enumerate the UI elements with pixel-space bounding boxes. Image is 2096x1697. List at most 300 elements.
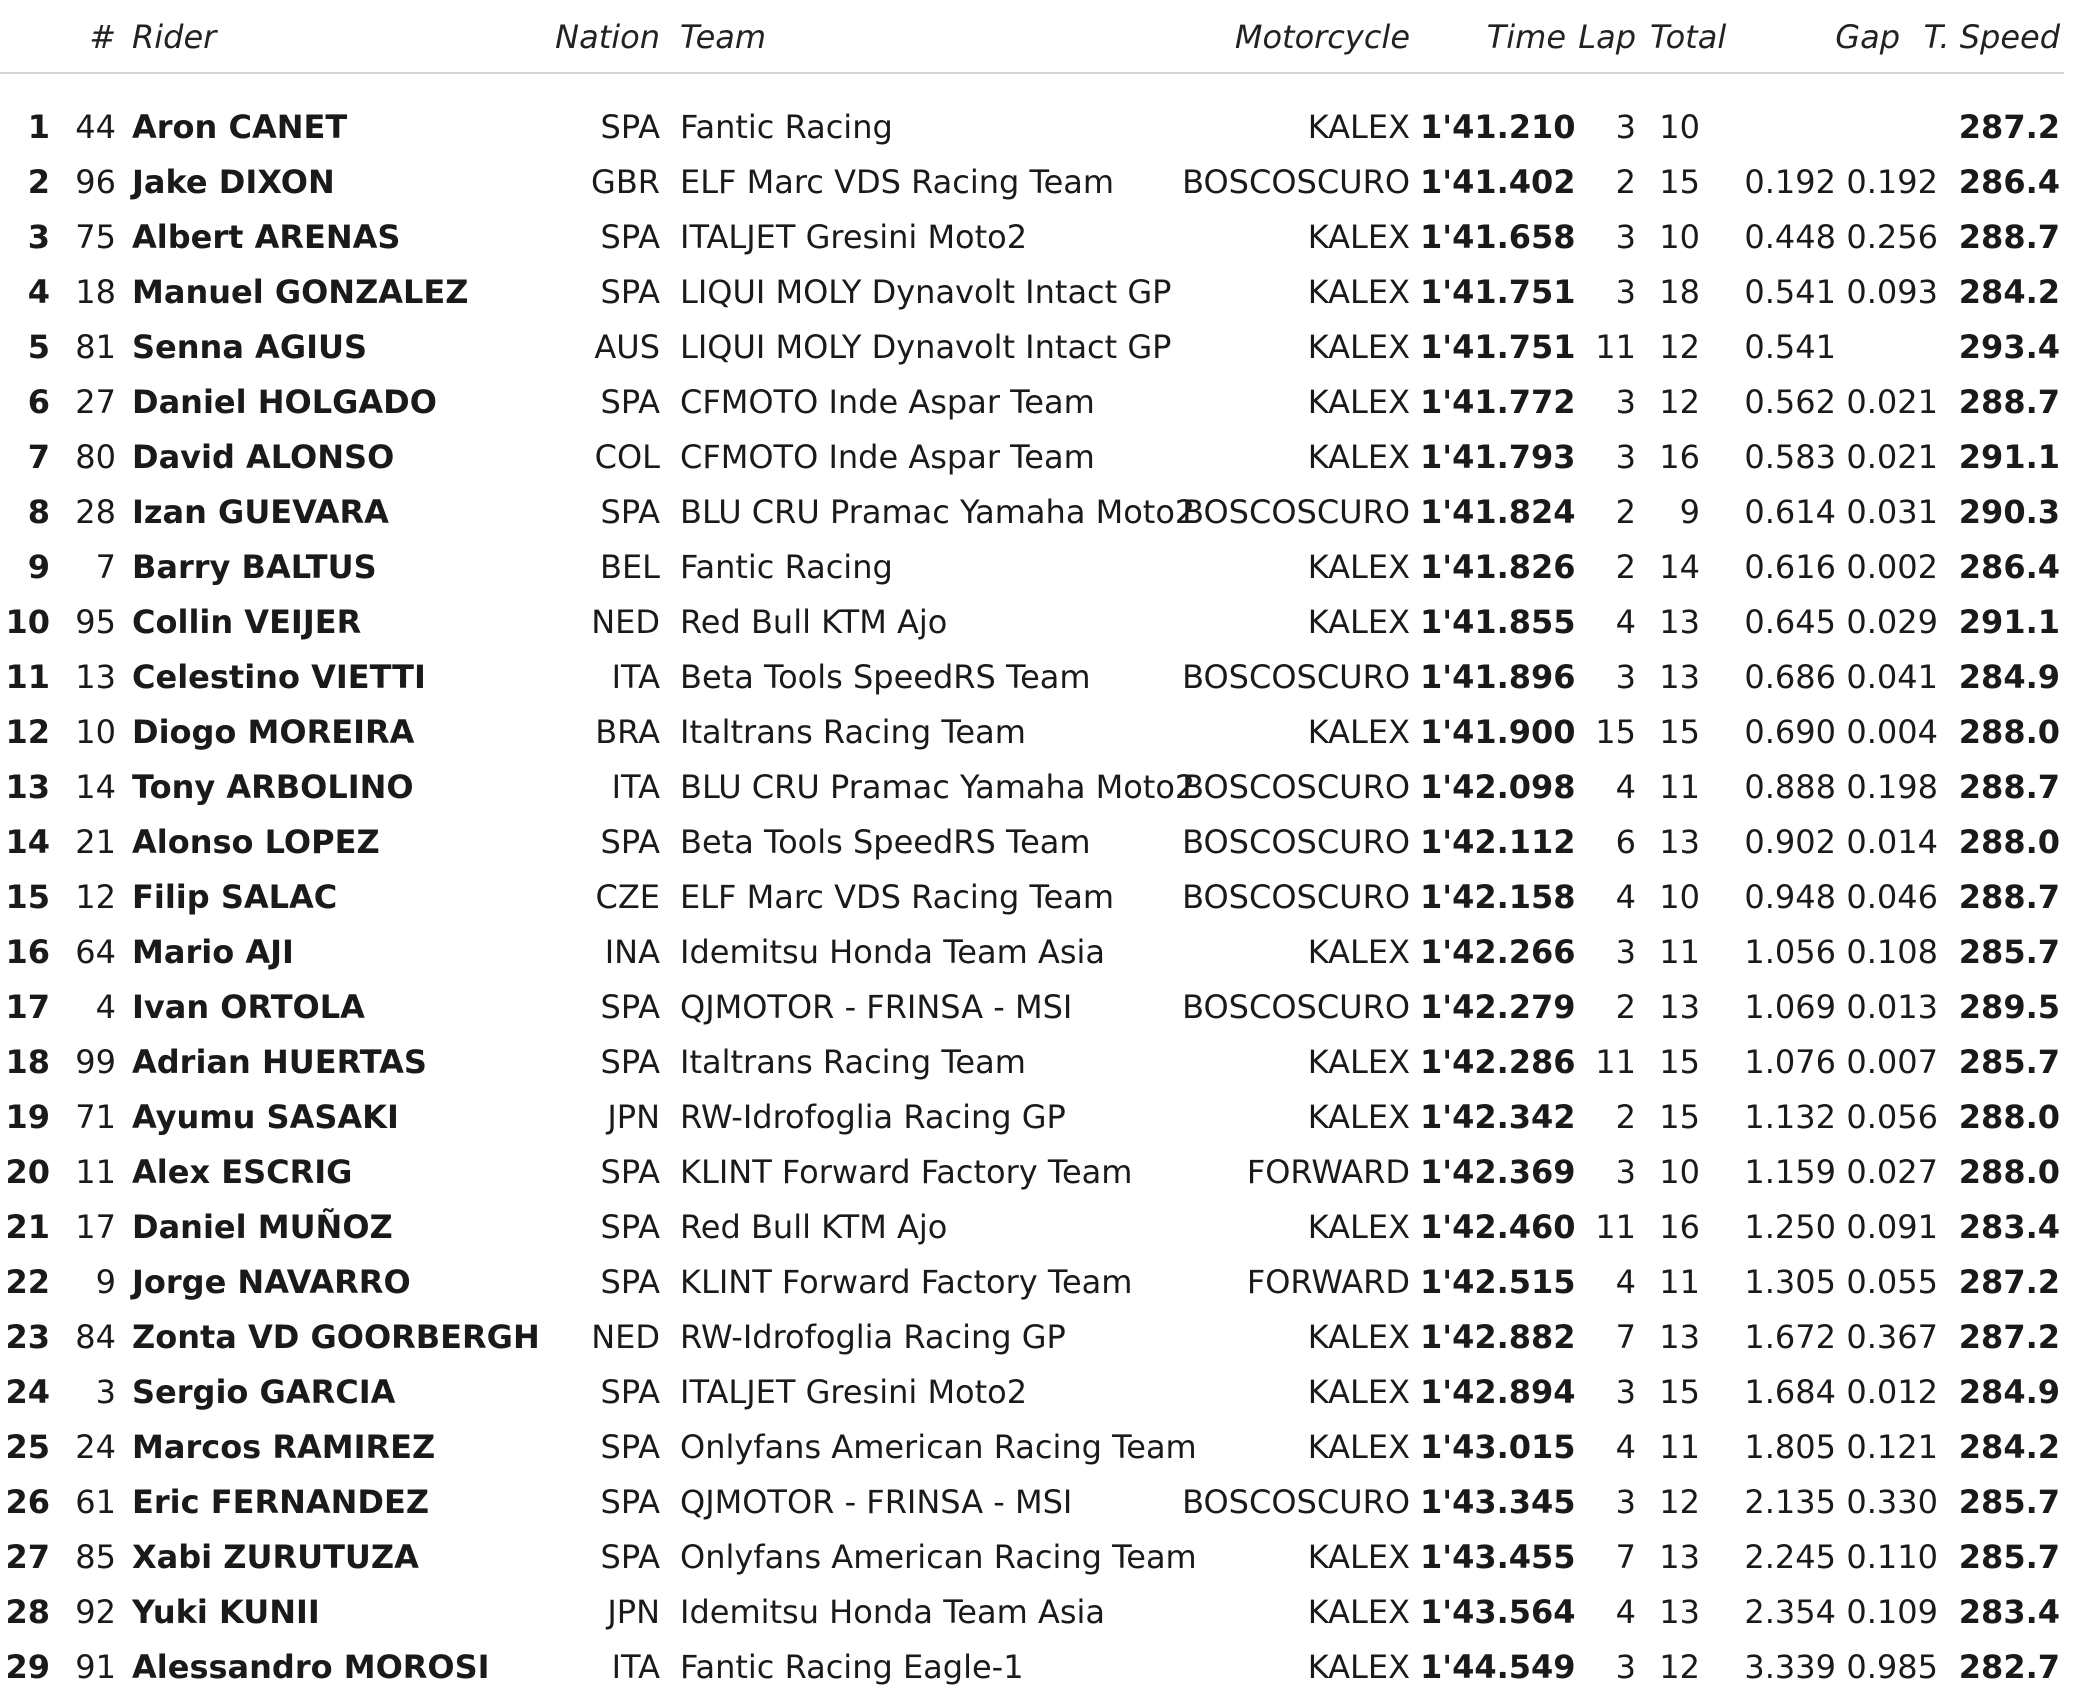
total-laps: 10 [1659, 878, 1700, 916]
table-row [0, 652, 2064, 707]
total-laps: 10 [1659, 218, 1700, 256]
table-row [0, 432, 2064, 487]
position: 17 [5, 988, 50, 1026]
position: 22 [5, 1263, 50, 1301]
table-row [0, 872, 2064, 927]
header-rider: Rider [132, 18, 217, 56]
position: 6 [27, 383, 50, 421]
rider-name: Alex ESCRIG [132, 1153, 353, 1191]
gap-to-previous: 0.021 [1846, 438, 1938, 476]
header-time: Time [1486, 18, 1566, 56]
team-name: Onlyfans American Racing Team [680, 1538, 1197, 1576]
lap-time: 1'43.015 [1420, 1428, 1576, 1466]
lap-time: 1'41.793 [1420, 438, 1576, 476]
lap-time: 1'41.658 [1420, 218, 1576, 256]
motorcycle: KALEX [1307, 1428, 1410, 1466]
gap-to-first: 0.562 [1744, 383, 1836, 421]
total-laps: 11 [1659, 1428, 1700, 1466]
nation: AUS [594, 328, 660, 366]
rider-number: 21 [75, 823, 116, 861]
total-laps: 11 [1659, 768, 1700, 806]
header-total: Total [1650, 18, 1727, 56]
total-laps: 13 [1659, 1593, 1700, 1631]
position: 5 [27, 328, 50, 366]
best-lap: 3 [1615, 933, 1636, 971]
top-speed: 291.1 [1958, 438, 2060, 476]
rider-name: Alessandro MOROSI [132, 1648, 490, 1686]
gap-to-first: 1.305 [1744, 1263, 1836, 1301]
gap-to-previous: 0.091 [1846, 1208, 1938, 1246]
table-row [0, 212, 2064, 267]
position: 7 [27, 438, 50, 476]
best-lap: 2 [1615, 163, 1636, 201]
total-laps: 12 [1659, 328, 1700, 366]
best-lap: 4 [1615, 878, 1636, 916]
motorcycle: KALEX [1307, 1538, 1410, 1576]
gap-to-first: 0.583 [1744, 438, 1836, 476]
best-lap: 3 [1615, 1373, 1636, 1411]
team-name: LIQUI MOLY Dynavolt Intact GP [680, 328, 1172, 366]
total-laps: 13 [1659, 603, 1700, 641]
rider-number: 75 [75, 218, 116, 256]
team-name: Idemitsu Honda Team Asia [680, 933, 1105, 971]
table-row [0, 762, 2064, 817]
total-laps: 15 [1659, 1043, 1700, 1081]
position: 12 [5, 713, 50, 751]
rider-name: Celestino VIETTI [132, 658, 426, 696]
nation: SPA [600, 383, 660, 421]
motorcycle: KALEX [1307, 548, 1410, 586]
rider-number: 81 [75, 328, 116, 366]
gap-to-previous: 0.108 [1846, 933, 1938, 971]
lap-time: 1'42.158 [1420, 878, 1576, 916]
gap-to-previous: 0.055 [1846, 1263, 1938, 1301]
gap-to-first: 0.645 [1744, 603, 1836, 641]
gap-to-first: 1.250 [1744, 1208, 1836, 1246]
nation: SPA [600, 1153, 660, 1191]
position: 3 [27, 218, 50, 256]
nation: JPN [607, 1593, 660, 1631]
rider-name: Filip SALAC [132, 878, 338, 916]
position: 13 [5, 768, 50, 806]
lap-time: 1'42.369 [1420, 1153, 1576, 1191]
gap-to-previous: 0.004 [1846, 713, 1938, 751]
gap-to-previous: 0.093 [1846, 273, 1938, 311]
best-lap: 3 [1615, 273, 1636, 311]
motorcycle: KALEX [1307, 383, 1410, 421]
position: 29 [5, 1648, 50, 1686]
total-laps: 13 [1659, 658, 1700, 696]
team-name: Fantic Racing [680, 108, 893, 146]
header-number: # [89, 18, 116, 56]
top-speed: 287.2 [1958, 108, 2060, 146]
best-lap: 4 [1615, 1428, 1636, 1466]
rider-number: 7 [95, 548, 116, 586]
rider-number: 12 [75, 878, 116, 916]
gap-to-previous: 0.007 [1846, 1043, 1938, 1081]
team-name: KLINT Forward Factory Team [680, 1263, 1133, 1301]
lap-time: 1'42.894 [1420, 1373, 1576, 1411]
rider-number: 64 [75, 933, 116, 971]
total-laps: 9 [1679, 493, 1700, 531]
rider-name: Collin VEIJER [132, 603, 362, 641]
team-name: BLU CRU Pramac Yamaha Moto2 [680, 768, 1196, 806]
rider-number: 28 [75, 493, 116, 531]
rider-number: 18 [75, 273, 116, 311]
nation: SPA [600, 108, 660, 146]
nation: SPA [600, 823, 660, 861]
header-gap: Gap [1835, 18, 1900, 56]
team-name: RW-Idrofoglia Racing GP [680, 1318, 1066, 1356]
nation: SPA [600, 988, 660, 1026]
position: 10 [5, 603, 50, 641]
top-speed: 287.2 [1958, 1318, 2060, 1356]
table-row [0, 1312, 2064, 1367]
rider-name: Adrian HUERTAS [132, 1043, 427, 1081]
rider-name: Jorge NAVARRO [132, 1263, 411, 1301]
gap-to-first: 0.902 [1744, 823, 1836, 861]
nation: SPA [600, 1483, 660, 1521]
motorcycle: BOSCOSCURO [1182, 1483, 1410, 1521]
position: 21 [5, 1208, 50, 1246]
nation: COL [594, 438, 660, 476]
lap-time: 1'42.882 [1420, 1318, 1576, 1356]
rider-name: Zonta VD GOORBERGH [132, 1318, 540, 1356]
nation: SPA [600, 1373, 660, 1411]
nation: SPA [600, 1538, 660, 1576]
top-speed: 284.2 [1958, 273, 2060, 311]
rider-number: 71 [75, 1098, 116, 1136]
table-row [0, 982, 2064, 1037]
team-name: BLU CRU Pramac Yamaha Moto2 [680, 493, 1196, 531]
gap-to-first: 2.245 [1744, 1538, 1836, 1576]
position: 2 [27, 163, 50, 201]
total-laps: 18 [1659, 273, 1700, 311]
nation: SPA [600, 1263, 660, 1301]
rider-name: Jake DIXON [132, 163, 335, 201]
motorcycle: KALEX [1307, 1648, 1410, 1686]
rider-number: 99 [75, 1043, 116, 1081]
rider-number: 13 [75, 658, 116, 696]
lap-time: 1'41.900 [1420, 713, 1576, 751]
team-name: Onlyfans American Racing Team [680, 1428, 1197, 1466]
rider-number: 44 [75, 108, 116, 146]
best-lap: 11 [1595, 1043, 1636, 1081]
motorcycle: KALEX [1307, 1098, 1410, 1136]
gap-to-first: 0.690 [1744, 713, 1836, 751]
position: 25 [5, 1428, 50, 1466]
motorcycle: KALEX [1307, 1043, 1410, 1081]
top-speed: 284.9 [1958, 1373, 2060, 1411]
best-lap: 2 [1615, 493, 1636, 531]
motorcycle: KALEX [1307, 1373, 1410, 1411]
rider-number: 85 [75, 1538, 116, 1576]
rider-number: 10 [75, 713, 116, 751]
table-row [0, 102, 2064, 157]
total-laps: 13 [1659, 823, 1700, 861]
lap-time: 1'43.564 [1420, 1593, 1576, 1631]
table-row [0, 1367, 2064, 1422]
gap-to-first: 0.888 [1744, 768, 1836, 806]
best-lap: 15 [1595, 713, 1636, 751]
lap-time: 1'42.098 [1420, 768, 1576, 806]
gap-to-first: 2.354 [1744, 1593, 1836, 1631]
total-laps: 14 [1659, 548, 1700, 586]
table-row [0, 1147, 2064, 1202]
nation: SPA [600, 1428, 660, 1466]
nation: SPA [600, 1208, 660, 1246]
motorcycle: KALEX [1307, 1208, 1410, 1246]
best-lap: 4 [1615, 1593, 1636, 1631]
motorcycle: BOSCOSCURO [1182, 878, 1410, 916]
total-laps: 10 [1659, 108, 1700, 146]
gap-to-previous: 0.029 [1846, 603, 1938, 641]
motorcycle: FORWARD [1246, 1153, 1410, 1191]
best-lap: 7 [1615, 1318, 1636, 1356]
gap-to-previous: 0.256 [1846, 218, 1938, 256]
position: 15 [5, 878, 50, 916]
top-speed: 282.7 [1958, 1648, 2060, 1686]
total-laps: 13 [1659, 1318, 1700, 1356]
team-name: Red Bull KTM Ajo [680, 603, 948, 641]
table-row [0, 1477, 2064, 1532]
total-laps: 12 [1659, 383, 1700, 421]
lap-time: 1'41.855 [1420, 603, 1576, 641]
gap-to-previous: 0.002 [1846, 548, 1938, 586]
top-speed: 286.4 [1958, 548, 2060, 586]
table-row [0, 267, 2064, 322]
lap-time: 1'42.515 [1420, 1263, 1576, 1301]
table-row [0, 1092, 2064, 1147]
nation: ITA [611, 658, 660, 696]
rider-name: Xabi ZURUTUZA [132, 1538, 419, 1576]
best-lap: 7 [1615, 1538, 1636, 1576]
gap-to-first: 0.448 [1744, 218, 1836, 256]
lap-time: 1'41.210 [1420, 108, 1576, 146]
nation: ITA [611, 768, 660, 806]
nation: JPN [607, 1098, 660, 1136]
lap-time: 1'42.460 [1420, 1208, 1576, 1246]
rider-name: Alonso LOPEZ [132, 823, 380, 861]
table-row [0, 322, 2064, 377]
team-name: Italtrans Racing Team [680, 713, 1026, 751]
position: 19 [5, 1098, 50, 1136]
top-speed: 293.4 [1958, 328, 2060, 366]
top-speed: 288.0 [1958, 1098, 2060, 1136]
top-speed: 288.7 [1958, 218, 2060, 256]
motorcycle: KALEX [1307, 438, 1410, 476]
top-speed: 288.7 [1958, 383, 2060, 421]
team-name: QJMOTOR - FRINSA - MSI [680, 988, 1073, 1026]
lap-time: 1'43.345 [1420, 1483, 1576, 1521]
gap-to-previous: 0.330 [1846, 1483, 1938, 1521]
gap-to-previous: 0.031 [1846, 493, 1938, 531]
motorcycle: KALEX [1307, 1593, 1410, 1631]
total-laps: 15 [1659, 1373, 1700, 1411]
top-speed: 283.4 [1958, 1593, 2060, 1631]
header-motorcycle: Motorcycle [1234, 18, 1410, 56]
team-name: Idemitsu Honda Team Asia [680, 1593, 1105, 1631]
rider-number: 11 [75, 1153, 116, 1191]
team-name: Fantic Racing Eagle-1 [680, 1648, 1024, 1686]
table-row [0, 817, 2064, 872]
team-name: Italtrans Racing Team [680, 1043, 1026, 1081]
best-lap: 3 [1615, 108, 1636, 146]
rider-number: 96 [75, 163, 116, 201]
rider-name: Sergio GARCIA [132, 1373, 396, 1411]
rider-name: Mario AJI [132, 933, 294, 971]
position: 9 [27, 548, 50, 586]
team-name: Beta Tools SpeedRS Team [680, 823, 1091, 861]
lap-time: 1'41.402 [1420, 163, 1576, 201]
best-lap: 6 [1615, 823, 1636, 861]
total-laps: 11 [1659, 933, 1700, 971]
gap-to-previous: 0.056 [1846, 1098, 1938, 1136]
nation: BRA [595, 713, 660, 751]
motorcycle: BOSCOSCURO [1182, 658, 1410, 696]
rider-number: 27 [75, 383, 116, 421]
gap-to-previous: 0.014 [1846, 823, 1938, 861]
nation: SPA [600, 218, 660, 256]
best-lap: 11 [1595, 328, 1636, 366]
rider-name: Daniel HOLGADO [132, 383, 437, 421]
best-lap: 3 [1615, 438, 1636, 476]
best-lap: 3 [1615, 383, 1636, 421]
table-body [0, 102, 2064, 1697]
best-lap: 3 [1615, 1648, 1636, 1686]
motorcycle: BOSCOSCURO [1182, 163, 1410, 201]
rider-name: Ivan ORTOLA [132, 988, 365, 1026]
nation: SPA [600, 273, 660, 311]
top-speed: 290.3 [1958, 493, 2060, 531]
gap-to-first: 3.339 [1744, 1648, 1836, 1686]
rider-name: Izan GUEVARA [132, 493, 389, 531]
gap-to-first: 0.616 [1744, 548, 1836, 586]
gap-to-previous: 0.367 [1846, 1318, 1938, 1356]
total-laps: 16 [1659, 1208, 1700, 1246]
rider-name: Marcos RAMIREZ [132, 1428, 436, 1466]
top-speed: 284.2 [1958, 1428, 2060, 1466]
table-row [0, 707, 2064, 762]
table-row [0, 1257, 2064, 1312]
lap-time: 1'42.279 [1420, 988, 1576, 1026]
nation: INA [604, 933, 660, 971]
top-speed: 285.7 [1958, 1538, 2060, 1576]
total-laps: 15 [1659, 1098, 1700, 1136]
best-lap: 3 [1615, 1483, 1636, 1521]
header-lap: Lap [1578, 18, 1636, 56]
best-lap: 11 [1595, 1208, 1636, 1246]
total-laps: 13 [1659, 988, 1700, 1026]
rider-number: 84 [75, 1318, 116, 1356]
position: 28 [5, 1593, 50, 1631]
gap-to-previous: 0.121 [1846, 1428, 1938, 1466]
gap-to-previous: 0.109 [1846, 1593, 1938, 1631]
nation: GBR [591, 163, 660, 201]
gap-to-first: 1.076 [1744, 1043, 1836, 1081]
gap-to-first: 1.069 [1744, 988, 1836, 1026]
table-row [0, 542, 2064, 597]
gap-to-previous: 0.110 [1846, 1538, 1938, 1576]
team-name: ITALJET Gresini Moto2 [680, 218, 1028, 256]
total-laps: 12 [1659, 1483, 1700, 1521]
position: 1 [27, 108, 50, 146]
header-nation: Nation [555, 18, 660, 56]
gap-to-previous: 0.041 [1846, 658, 1938, 696]
team-name: CFMOTO Inde Aspar Team [680, 383, 1095, 421]
best-lap: 3 [1615, 218, 1636, 256]
nation: SPA [600, 493, 660, 531]
nation: ITA [611, 1648, 660, 1686]
gap-to-first: 1.159 [1744, 1153, 1836, 1191]
lap-time: 1'43.455 [1420, 1538, 1576, 1576]
rider-name: Yuki KUNII [132, 1593, 320, 1631]
best-lap: 2 [1615, 988, 1636, 1026]
nation: NED [591, 603, 660, 641]
motorcycle: KALEX [1307, 273, 1410, 311]
top-speed: 288.7 [1958, 768, 2060, 806]
gap-to-first: 1.805 [1744, 1428, 1836, 1466]
top-speed: 285.7 [1958, 933, 2060, 971]
best-lap: 4 [1615, 1263, 1636, 1301]
rider-number: 14 [75, 768, 116, 806]
motorcycle: KALEX [1307, 1318, 1410, 1356]
team-name: Red Bull KTM Ajo [680, 1208, 948, 1246]
position: 24 [5, 1373, 50, 1411]
gap-to-first: 0.948 [1744, 878, 1836, 916]
motorcycle: BOSCOSCURO [1182, 823, 1410, 861]
rider-number: 9 [95, 1263, 116, 1301]
gap-to-first: 2.135 [1744, 1483, 1836, 1521]
total-laps: 11 [1659, 1263, 1700, 1301]
total-laps: 10 [1659, 1153, 1700, 1191]
motorcycle: KALEX [1307, 933, 1410, 971]
gap-to-first: 1.056 [1744, 933, 1836, 971]
nation: BEL [600, 548, 660, 586]
table-header [0, 0, 2064, 74]
gap-to-previous: 0.021 [1846, 383, 1938, 421]
total-laps: 16 [1659, 438, 1700, 476]
lap-time: 1'41.824 [1420, 493, 1576, 531]
top-speed: 285.7 [1958, 1043, 2060, 1081]
top-speed: 284.9 [1958, 658, 2060, 696]
table-row [0, 1642, 2064, 1697]
motorcycle: KALEX [1307, 328, 1410, 366]
team-name: KLINT Forward Factory Team [680, 1153, 1133, 1191]
top-speed: 289.5 [1958, 988, 2060, 1026]
rider-name: Ayumu SASAKI [132, 1098, 399, 1136]
motorcycle: KALEX [1307, 108, 1410, 146]
lap-time: 1'41.826 [1420, 548, 1576, 586]
header-top-speed: T. Speed [1923, 18, 2060, 56]
total-laps: 15 [1659, 713, 1700, 751]
nation: SPA [600, 1043, 660, 1081]
top-speed: 288.0 [1958, 823, 2060, 861]
top-speed: 283.4 [1958, 1208, 2060, 1246]
best-lap: 4 [1615, 768, 1636, 806]
team-name: Fantic Racing [680, 548, 893, 586]
lap-time: 1'41.751 [1420, 273, 1576, 311]
team-name: Beta Tools SpeedRS Team [680, 658, 1091, 696]
motorcycle: BOSCOSCURO [1182, 493, 1410, 531]
rider-number: 3 [95, 1373, 116, 1411]
rider-number: 92 [75, 1593, 116, 1631]
rider-name: Manuel GONZALEZ [132, 273, 469, 311]
lap-time: 1'42.342 [1420, 1098, 1576, 1136]
motorcycle: BOSCOSCURO [1182, 988, 1410, 1026]
lap-time: 1'42.266 [1420, 933, 1576, 971]
gap-to-previous: 0.192 [1846, 163, 1938, 201]
